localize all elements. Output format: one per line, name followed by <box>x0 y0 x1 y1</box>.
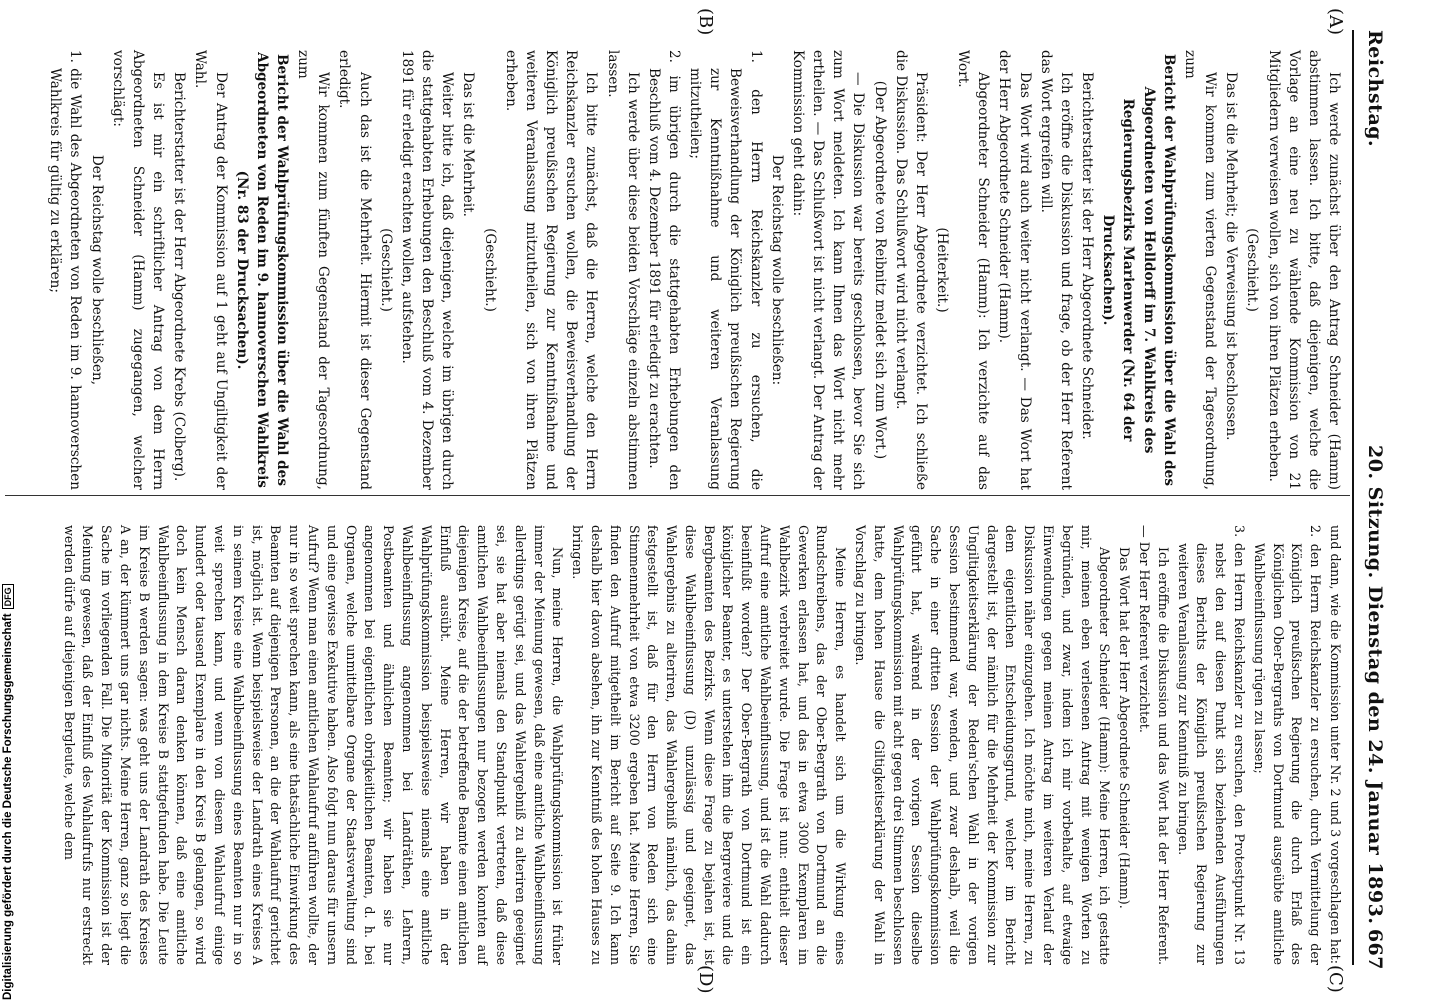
paragraph: (Geschieht.) <box>481 228 498 312</box>
dfg-logo: DFG <box>2 584 14 609</box>
paragraph: Präsident: Der Herr Abgeordnete verzichtet. Ich schließe die Diskussion. Das Schlußwort wird nicht verlangt. <box>892 50 929 490</box>
paragraph: 1. den Herrn Reichskanzler zu ersuchen, die Beweisverhandlung der Königlich preußischen Regierung zur Kenntnißnahme und weiteren Veranlassung mitzutheilen; <box>687 50 764 490</box>
paragraph: Nun, meine Herren, die Wahlprüfungskommission ist früher immer der Meinung gewesen, daß eine amtliche Wahlbeeinflussung allerdings gerügt sei, und das Wahlergebniß zu alteriren geeignet sei, sie hat aber niemals den Standpunkt vertreten, daß diese amtlichen Wahlbeeinflussungen nur bezogen werden konnten auf diejenigen Kreise, auf die der betreffende Beamte einen amtlichen Einfluß ausübt. Meine Herren, wir haben in der Wahlprüfungskommission beispielsweise niemals eine amtliche Wahlbeeinflussung angenommen bei Landräthen, Lehrern, Postbeamten und ähnlichen Beamten; wir haben sie nur angenommen bei eigentlichen obrigkeitlichen Beamten, d. h. bei Organen, welche unmittelbare Organe der Staatsverwaltung sind und eine gewisse Exekutive haben. Also folgt nun daraus für unsern Aufruf? Wenn man einen amtlichen Wahlaufruf anführen wollte, der nur in so weit sprechen kann, als eine thatsächliche Einwirkung des Beamten auf diejenigen Personen, an die der Wahlaufruf gerichtet ist, möglich ist. Wenn beispielsweise der Landrath eines Kreises A in seinem Kreise eine Wahlbeeinflussung eines Beamten nur in so weit sprechen kann, und wenn von diesem Wahlaufruf einige hundert oder tausend Exemplare in den Kreis B gelangen, so wird doch kein Mensch daran denken können, daß eine amtliche Wahlbeeinflussung in dem Kreise B stattgefunden habe. Die Leute im Kreise B werden sagen: was geht uns der Landrath des Kreises A an, der kümmert uns gar nichts. Meine Herren, ganz so liegt die Sache im vorliegenden Fall. Die Minorität der Kommission ist der Meinung gewesen, daß der Einfluß des Wahlaufrufs nur erstreckt werden dürfe auf diejenigen Bergleute, welche dem <box>61 525 566 965</box>
right-column <box>58 525 1344 965</box>
paragraph: Das Wort hat der Herr Abgeordnete Schneider (Hamm). <box>1117 547 1133 909</box>
paragraph: Das Wort wird auch weiter nicht verlangt. — Das Wort hat der Herr Abgeordnete Schneider (Hamm). <box>996 50 1033 490</box>
paragraph: (Der Abgeordnete von Reibnitz meldet sich zum Wort.) <box>871 80 888 460</box>
paragraph: und dann, wie die Kommission unter Nr. 2 und 3 vorgeschlagen hat: <box>1328 525 1343 965</box>
paragraph: Ich eröffne die Diskussion und das Wort hat der Herr Referent. — Der Herr Referent verzichtet. <box>1137 525 1171 965</box>
paragraph: Wir kommen zum vierten Gegenstand der Tagesordnung, zum <box>1181 50 1219 490</box>
paragraph: Berichterstatter ist der Herr Abgeordnete Schneider. <box>1079 72 1096 440</box>
paragraph: Es ist mir ein schriftlicher Antrag von dem Herrn Abgeordneten Schneider (Hamm) zugegangen, welcher vorschlägt: <box>109 50 167 490</box>
paragraph: Ich werde zunächst über den Antrag Schneider (Hamm) abstimmen lassen. Ich bitte, daß diejenigen, welche die Vorlage an eine neu zu wählende Kommission von 21 Mitgliedern verweisen wollen, sich von ihren Plätzen erheben. <box>1265 50 1342 490</box>
paragraph: Der Antrag der Kommission auf 1 geht auf Ungiltigkeit der Wahl. <box>192 50 229 490</box>
column-divider <box>5 495 1350 496</box>
paragraph: Das ist die Mehrheit. <box>460 72 477 217</box>
paragraph: Berichterstatter ist der Herr Abgeordnete Krebs (Colberg). <box>171 72 188 482</box>
margin-mark-b: (B) <box>695 8 716 36</box>
header-center: 20. Sitzung. Dienstag den 24. Januar 1893. <box>1364 445 1386 925</box>
agenda-heading: Bericht der Wahlprüfungskommission über die Wahl des Abgeordneten von Reden im 9. hannoverschen Wahlkreis (Nr. 83 der Drucksachen). <box>233 52 291 488</box>
credit-text: Digitalisierung gefördert durch die Deutsche Forschungsgemeinschaft <box>2 613 14 1000</box>
paragraph: Der Reichstag wolle beschließen, <box>88 154 105 386</box>
paragraph: Weiter bitte ich, daß diejenigen, welche im übrigen durch die stattgehabten Erhebungen den Beschluß vom 4. Dezember 1891 für erledigt erachten wollen, aufstehen. <box>398 50 456 490</box>
header-left: Reichstag. <box>1364 30 1386 148</box>
header-rule <box>1352 30 1354 965</box>
paragraph: Das ist die Mehrheit; die Verweisung ist beschlossen. <box>1223 72 1240 441</box>
margin-mark-d: (D) <box>695 965 716 994</box>
paragraph: — Die Diskussion war bereits geschlossen, bevor Sie sich zum Wort meldeten. Ich kann Ihnen das Wort nicht mehr ertheilen. — Das Schlußwort ist nicht verlangt. Der Antrag der Kommission geht dahin: <box>789 50 867 490</box>
paragraph: Ich werde über diese beiden Vorschläge einzeln abstimmen lassen. <box>604 50 641 490</box>
agenda-heading: Bericht der Wahlprüfungskommission über die Wahl des Abgeordneten von Helldorff im 7. Wahlkreis des Regierungsbezirks Marienwerder (Nr. 64 der Drucksachen). <box>1100 54 1177 486</box>
paragraph: Abgeordneter Schneider (Hamm): Ich verzichte auf das Wort. <box>955 50 992 490</box>
paragraph: Auch das ist die Mehrheit. Hiermit ist dieser Gegenstand erledigt. <box>336 50 373 490</box>
margin-mark-a: (A) <box>1325 8 1346 36</box>
paragraph: 2. den Herrn Reichskanzler zu ersuchen, durch Vermittelung der Königlich preußischen Regierung die durch Erlaß des Königlichen Ober-Bergraths von Dortmund ausgeübte amtliche Wahlbeeinflussung rügen zu lassen; <box>1251 525 1324 965</box>
paragraph: Ich eröffne die Diskussion und frage, ob der Herr Referent das Wort ergreifen will. <box>1037 50 1074 490</box>
paragraph: 3. den Herrn Reichskanzler zu ersuchen, den Protestpunkt Nr. 13 nebst den auf diesen Punkt sich beziehenden Ausführungen dieses Berichts der Königlich preußischen Regierung zur weiteren Veranlassung zur Kenntniß zu bringen. <box>1175 525 1248 965</box>
digitization-credit <box>2 0 18 1000</box>
page-number: 667 <box>1364 928 1386 970</box>
paragraph: 2. im übrigen durch die stattgehabten Erhebungen den Beschluß vom 4. Dezember 1891 für erledigt zu erachten. <box>645 50 682 490</box>
paragraph: 1. die Wahl des Abgeordneten von Reden im 9. hannoverschen Wahlkreis für gültig zu erklären; <box>47 50 84 490</box>
margin-mark-c: (C) <box>1325 965 1346 993</box>
paragraph: Meine Herren, es handelt sich um die Wirkung eines Rundschreibens, das der Ober-Bergrath von Dortmund an die Gewerken erlassen hat, und das in etwa 3000 Exemplaren im Wahlbezirk verbreitet wurde. Die Frage ist nun: enthielt dieser Aufruf eine amtliche Wahlbeeinflussung, und ist die Wahl dadurch beeinflußt worden? Der Ober-Bergrath von Dortmund ist ein königlicher Beamter, es unterstehen ihm die Bergreviere und die Bergbeamten des Bezirks. Wenn diese Frage zu bejahen ist, ist diese Wahlbeeinflussung (D) unzulässig und geeignet, das Wahlergebnis zu alteriren, das Wahlergebniß nämlich, das dahin festgestellt ist, daß für den Herrn von Reden sich eine Stimmenmehrheit von etwa 3200 ergeben hat. Meine Herren, Sie finden den Aufruf mitgetheilt im Bericht auf Seite 9. Ich kann deshalb hier davon absehen, ihn zur Kenntniß des hohen Hauses zu bringen. <box>570 525 849 965</box>
paragraph: Wir kommen zum fünften Gegenstand der Tagesordnung, zum <box>295 50 332 490</box>
paragraph: (Geschieht.) <box>377 228 394 312</box>
left-column <box>44 50 1344 490</box>
page-header <box>1356 30 1386 970</box>
paragraph: Ich bitte zunächst, daß die Herren, welche den Herrn Reichskanzler ersuchen wollen, die Beweisverhandlung der Königlich preußischen Regierung zur Kenntnißnahme und weiteren Veranlassung mitzutheilen, sich von ihren Plätzen erheben. <box>502 50 600 490</box>
paragraph: Abgeordneter Schneider (Hamm): Meine Herren, ich gestatte mir, meinen eben verlesenen Antrag mit wenigen Worten zu begründen, und zwar, indem ich mir vorbehalte, auf etwaige Einwendungen gegen meinen Antrag im weiteren Verlauf der Diskussion näher einzugehen. Ich möchte mich, meine Herren, zu dem eigentlichen Entscheidungsgrund, welcher im Bericht dargestellt ist, der nämlich für die Mehrheit der Kommission zur Ungiltigkeitserklärung der Reden'schen Wahl in der vorigen Session bestimmend war, wenden, und zwar deshalb, weil die Sache in einer dritten Session der Wahlprüfungskommission geführt hat, während in der vorigen Session dieselbe Wahlprüfungskommission mit acht gegen drei Stimmen beschlossen hatte, dem hohen Hause die Giltigkeitserklärung der Wahl in Vorschlag zu bringen. <box>853 525 1113 966</box>
paragraph: (Geschieht.) <box>1244 228 1261 312</box>
paragraph: Der Reichstag wolle beschließen: <box>768 154 785 386</box>
paragraph: (Heiterkeit.) <box>934 227 951 313</box>
